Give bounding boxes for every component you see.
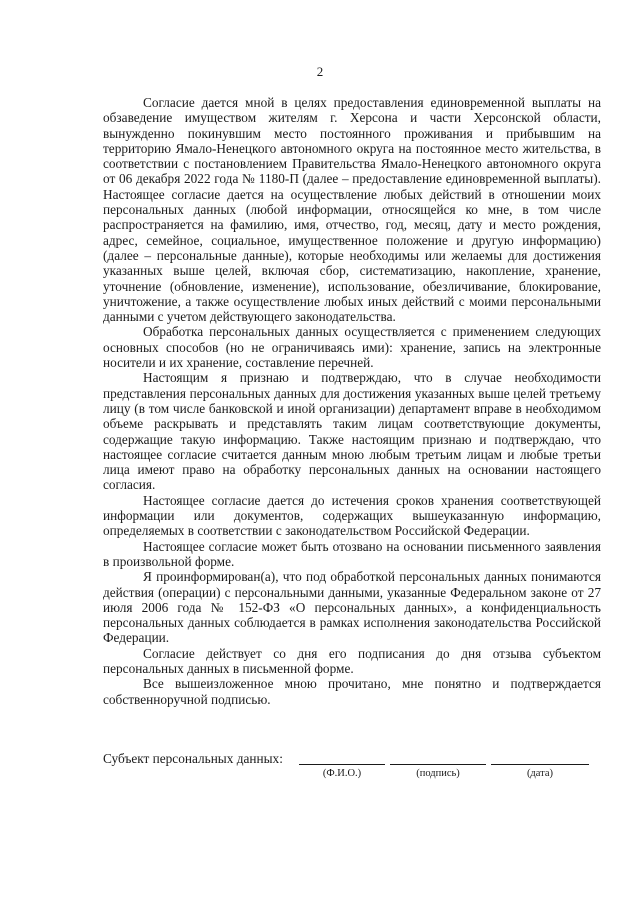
paragraph-informed: Я проинформирован(а), что под обработкой персональных данных понимаются действия (операции) с персональными данными, указанные Федеральном законе от 27 июля 2006 года № 152-ФЗ «О персональных данных», а конфиденциальность персональных данных соблюдается в рамках исполнения законодательства Российской Федерации. (103, 569, 601, 646)
signature-caption: (подпись) (416, 768, 460, 779)
paragraph-confirmation: Все вышеизложенное мною прочитано, мне понятно и подтверждается собственноручной подписью. (103, 676, 601, 707)
date-caption: (дата) (526, 768, 554, 779)
full-name-caption: (Ф.И.О.) (322, 768, 362, 779)
full-name-line (299, 764, 385, 765)
signature-label: Субъект персональных данных: (103, 751, 283, 766)
paragraph-purpose: Согласие дается мной в целях предоставления единовременной выплаты на обзаведение имуществом жителям г. Херсона и части Херсонской области, вынужденно покинувшим место постоянного проживания и прибывшим на территорию Ямало-Ненецкого автономного округа на постоянное место жительства, в соответствии с постановлением Правительства Ямало-Ненецкого автономного округа от 06 декабря 2022 года № 1180-П (далее – предоставление единовременной выплаты). Настоящее согласие дается на осуществление любых действий в отношении моих персональных данных (любой информации, относящейся ко мне, в том числе распространяется на фамилию, имя, отчество, год, месяц, дату и место рождения, адрес, семейное, социальное, имущественное положение и другую информацию) (далее – персональные данные), которые необходимы или желаемы для достижения указанных выше целей, включая сбор, систематизацию, накопление, хранение, уточнение (обновление, изменение), использование, обезличивание, блокирование, уничтожение, а также осуществление любых иных действий с моими персональными данными с учетом действующего законодательства. (103, 95, 601, 325)
page-number: 2 (316, 64, 324, 79)
paragraph-revocation: Настоящее согласие может быть отозвано на основании письменного заявления в произвольной форме. (103, 538, 601, 569)
document-body (103, 95, 601, 707)
paragraph-third-parties: Настоящим я признаю и подтверждаю, что в случае необходимости представления персональных данных для достижения указанных выше целей третьему лицу (в том числе банковской и иной организации) департамент вправе в необходимом объеме раскрывать и представлять таким лицам соответствующие документы, содержащие такую информацию. Также настоящим признаю и подтверждаю, что настоящее согласие считается данным мною любым третьим лицам и любые третьи лица имеют право на обработку персональных данных на основании настоящего согласия. (103, 370, 601, 493)
paragraph-effective-date: Согласие действует со дня его подписания до дня отзыва субъектом персональных данных в письменной форме. (103, 645, 601, 676)
signature-line (390, 764, 486, 765)
paragraph-processing-methods: Обработка персональных данных осуществляется с применением следующих основных способов (но не ограничиваясь ими): хранение, запись на электронные носители и их хранение, составление перечней. (103, 324, 601, 371)
paragraph-validity-term: Настоящее согласие дается до истечения сроков хранения соответствующей информации или документов, содержащих вышеуказанную информацию, определяемых в соответствии с законодательством Российской Федерации. (103, 492, 601, 539)
signature-block (103, 751, 601, 779)
date-line (491, 764, 589, 765)
signature-row (103, 751, 601, 779)
